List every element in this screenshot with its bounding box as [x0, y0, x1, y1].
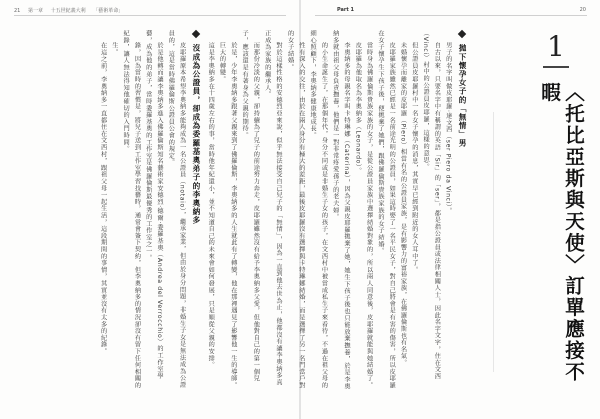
paragraph: 於是他轉而讓李奧納多進入佛羅倫斯知名藝術家安德烈‧德爾‧委羅基奧（Andrea del Verrocchio）的工作室學藝，成為他的弟子，當時委羅基奧的工作室是佛羅倫斯最優秀的工作室之一。 [144, 30, 164, 380]
left-running-header [14, 7, 129, 14]
paragraph: 而那份冷淡的父親，卻持續為了兒子的前途努力奔走，皮耶羅雖然沒有給予李奧納多父愛，但他對自己的第一個兒子，應該還是有著身為父親的期待。 [241, 30, 260, 383]
paragraph: 當時身為佛羅倫斯貴族家族的女子，是從公證員家族中選擇結婚對象的，所以兩人同意後，皮耶羅就能與她結婚了。 [365, 42, 373, 390]
paragraph: 皮耶羅為他取名為李奧納多（Leonardo）。 [354, 42, 362, 175]
paragraph: 這是李奧納多在十四歲左右的事，當時他年紀還小，並不知道自己的未來會如何發展，只是順從父親的安排。 [207, 42, 215, 369]
paragraph: 對於這樣性格的安德烈亞來說，似乎無法接受自己兒子的「無情」，因為一直到他去世為止，他都沒有讓李奧納多真正成為家族的繼承人。 [263, 30, 282, 387]
paragraph: 皮耶羅家族雖然已經是一名前途光明的公證員，如果這時娶了一名平民女子，對自己將會是有害的傷害，所以皮耶羅在女子懷孕生下孩子後，便拋棄了她們，跟佛羅倫斯貴族家族的女子結婚。 [376, 30, 396, 390]
left-header-rule [14, 15, 286, 16]
paragraph: 巨大的轉變。 [218, 42, 226, 84]
paragraph: 錄，因為當時的習慣是，將兒子送到工作室學習技藝時，通常會簽下契約，但李奧納多的情況卻沒有留下任何相關的紀錄，讓人無法得知他確切的入門時間。 [122, 30, 141, 390]
diamond-bullet-icon [192, 30, 200, 38]
left-section-label: 十五世紀義大利 [50, 8, 86, 14]
paragraph: 性有深入的交往，由於在兩人身分有極大的差距，最後皮耶羅沒有選擇與卡特琳娜結婚，而是選擇了另一名門當戶對的女子結婚。 [286, 30, 305, 390]
diamond-bullet-icon [458, 30, 466, 38]
left-part-label: 第一章 [27, 8, 43, 14]
section-subhead [191, 30, 202, 392]
section-subhead [457, 30, 468, 392]
right-part-label: Part 1 [337, 7, 354, 13]
left-page [0, 0, 299, 419]
chapter-title: 〈托比亞斯與天使〉訂單應接不暇 [538, 82, 585, 383]
right-page [286, 0, 600, 419]
decorative-divider [493, 112, 494, 372]
paragraph: 李奧納多的母親名字叫卡特琳娜（Caterina），因為父親皮耶羅拋棄了她，她生下孩子後也只能放棄撫養，於是李奧納多就由祖父母負責撫養，他們是一對非常疼愛孫子的老夫婦。 [331, 30, 351, 391]
right-page-number: 20 [579, 7, 586, 13]
paragraph: 皮耶羅原本希望李奧納多能夠成為一名公證員（notaio），繼承家業，但由於身分問題，非婚生子女是無法成為公證員的，這是當時佛羅倫斯公證員公會的規定。 [167, 30, 186, 389]
right-header-rule [315, 15, 587, 16]
paragraph: 的小生命誕生了，在那個年代，身分不同或是非婚生子女的孩子，在文西村中被當成私生子來看待，不過在祖父母的細心照顧下，李奧納多健康地成長。 [309, 30, 328, 390]
chapter-number-rule [543, 66, 569, 68]
paragraph: 在這之前，李奧納多一直都住在文西村，跟祖父母一起生活，這段期間的事情，其實並沒有太多的紀錄。 [99, 42, 107, 356]
left-subtitle-label: 「藝術革命」 [93, 8, 124, 14]
paragraph: 男子的名字叫做皮耶羅‧達文西（ser Piero da Vinci）。 [444, 42, 452, 215]
right-page-body [286, 30, 471, 392]
subhead-text: 沒成為公證員，卻成為委羅基奧弟子的李奧納多 [191, 44, 201, 225]
left-page-body [18, 30, 284, 392]
paragraph: 未婚懷孕而離家的皮耶羅（Piero）相當有名的公證員家族，是有影響力的富裕家族，在佛羅倫斯也有名氣。 [399, 42, 407, 367]
subhead-text: 拋下懷孕女子的「無情」男 [458, 44, 467, 148]
paragraph: 於是，少年李奧納多跟著父親來到了佛羅倫斯，李奧納多的人生就此有了轉變，他在那裡遇見了影響他一生的導師。 [229, 42, 237, 390]
paragraph: 生。 [110, 42, 118, 56]
paragraph: 但公證員皮耶羅村中一名女子懷孕的消息，其實早已經到附近的女人耳中了。 [410, 42, 418, 274]
chapter-number: 1 [547, 30, 565, 63]
paragraph: 自古以來，只要名字中有稱謂的英語「Sir」的「ser」，都是指公證員或法律相關人士，因此名字文字，住在文西（Vinci）村中的公證員皮耶羅，這樣的意思。 [422, 30, 441, 381]
left-page-number: 21 [14, 8, 21, 14]
